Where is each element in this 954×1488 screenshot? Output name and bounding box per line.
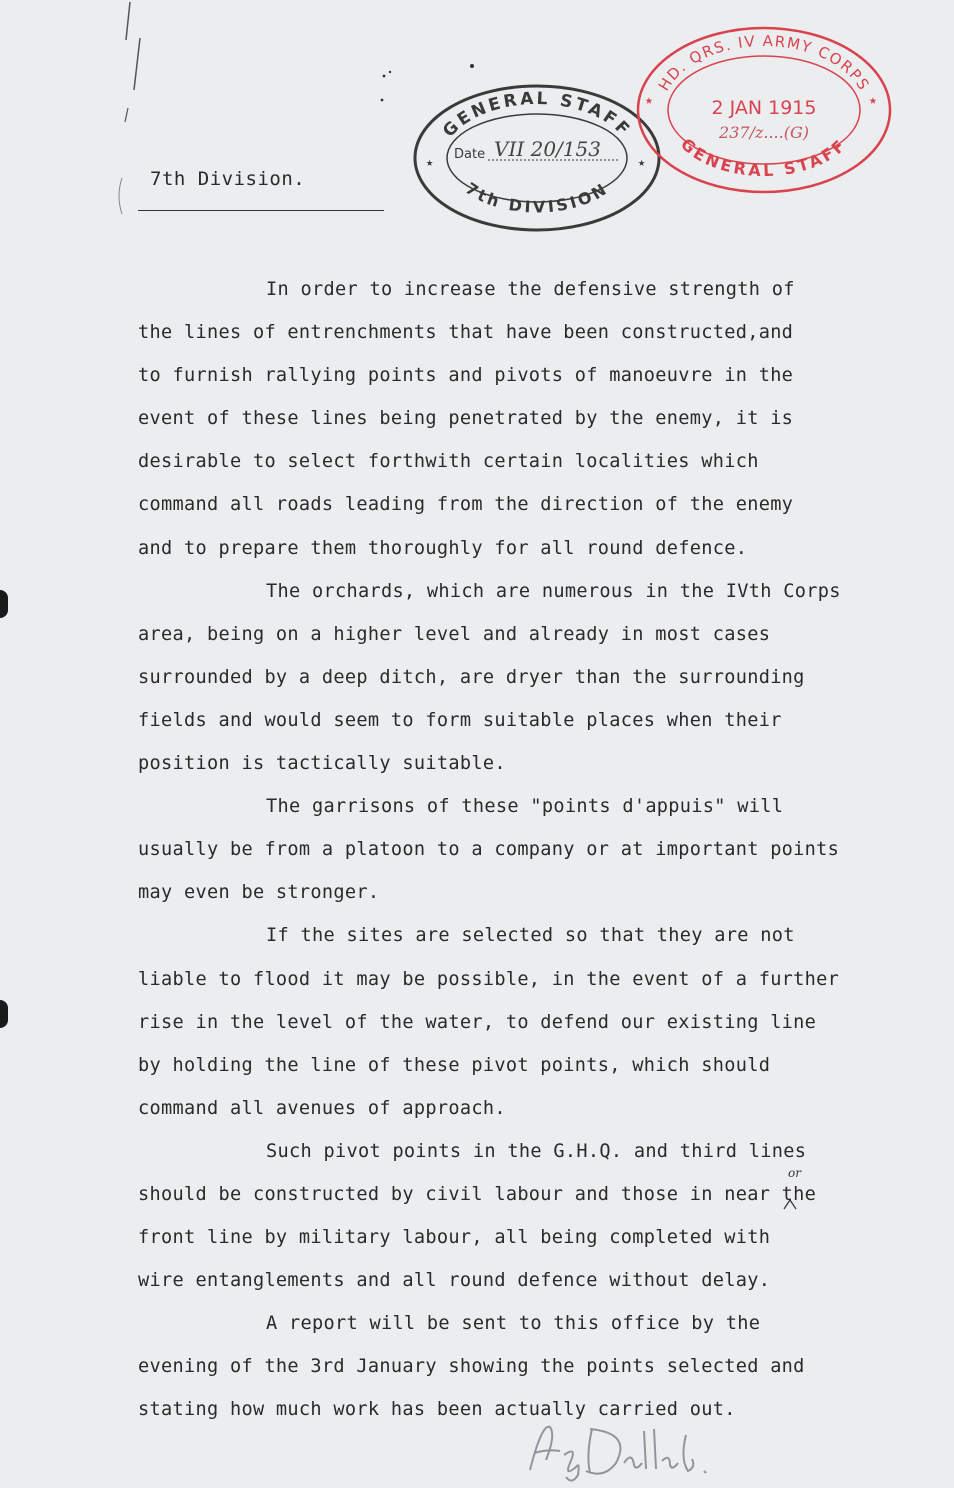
body-line: event of these lines being penetrated by the enemy, it is	[138, 408, 794, 430]
body-line: rise in the level of the water, to defend our existing line	[138, 1011, 817, 1033]
body-line: In order to increase the defensive strength of	[266, 279, 795, 300]
addressee-underline	[138, 210, 384, 211]
corps-stamp-bottom-text: GENERAL STAFF	[677, 134, 851, 181]
svg-text:★: ★	[869, 93, 877, 108]
body-line: If the sites are selected so that they are not	[266, 925, 795, 947]
body-line: desirable to select forthwith certain localities which	[138, 451, 759, 473]
body-line: Such pivot points in the G.H.Q. and third lines	[266, 1140, 807, 1162]
corps-stamp-date: 2 JAN 1915	[711, 97, 817, 119]
signature	[520, 1415, 720, 1485]
gs-stamp-ref: VII 20/153	[494, 137, 601, 161]
svg-text:★: ★	[645, 93, 653, 108]
caret-mark	[783, 1198, 797, 1210]
body-line: to furnish rallying points and pivots of manoeuvre in the	[138, 365, 794, 387]
body-line: command all roads leading from the direction of the enemy	[138, 494, 794, 516]
body-line: The garrisons of these "points d'appuis" will	[266, 796, 784, 818]
iv-army-corps-stamp	[635, 24, 893, 196]
body-line: The orchards, which are numerous in the IVth Corps	[266, 580, 841, 602]
body-line: by holding the line of these pivot points, which should	[138, 1054, 771, 1076]
body-line: fields and would seem to form suitable places when their	[138, 709, 782, 731]
body-line: surrounded by a deep ditch, are dryer than the surrounding	[138, 666, 805, 688]
gs-stamp-top-text: GENERAL STAFF	[439, 88, 635, 142]
body-line: wire entanglements and all round defence without delay.	[138, 1270, 771, 1292]
gs-stamp-date-label: Date	[454, 147, 486, 162]
handwritten-insert: or	[788, 1166, 801, 1180]
corps-stamp-top-text: HD. QRS. IV ARMY CORPS	[654, 31, 874, 95]
body-line: should be constructed by civil labour and those in near the	[138, 1183, 817, 1205]
svg-text:★: ★	[426, 155, 434, 169]
addressee: 7th Division.	[150, 168, 306, 190]
punch-hole	[0, 590, 8, 618]
corps-stamp-ref: 237/z....(G)	[719, 123, 809, 142]
punch-hole	[0, 1000, 8, 1028]
body-line: usually be from a platoon to a company or at important points	[138, 839, 840, 861]
body-line: position is tactically suitable.	[138, 753, 506, 775]
body-line: the lines of entrenchments that have been constructed,and	[138, 322, 794, 344]
body-line: command all avenues of approach.	[138, 1097, 506, 1119]
body-line: may even be stronger.	[138, 882, 380, 904]
gs-stamp-bottom-text: 7th DIVISION	[462, 178, 612, 217]
body-line: liable to flood it may be possible, in the event of a further	[138, 968, 840, 990]
body-line: and to prepare them thoroughly for all round defence.	[138, 537, 748, 559]
body-line: area, being on a higher level and already in most cases	[138, 623, 771, 645]
body-line: front line by military labour, all being completed with	[138, 1227, 771, 1249]
svg-text:★: ★	[638, 155, 646, 169]
body-line: A report will be sent to this office by the	[266, 1313, 761, 1335]
general-staff-stamp	[412, 84, 662, 232]
letter-body	[138, 268, 938, 1432]
body-line: stating how much work has been actually carried out.	[138, 1399, 736, 1421]
body-line: evening of the 3rd January showing the points selected and	[138, 1356, 805, 1378]
